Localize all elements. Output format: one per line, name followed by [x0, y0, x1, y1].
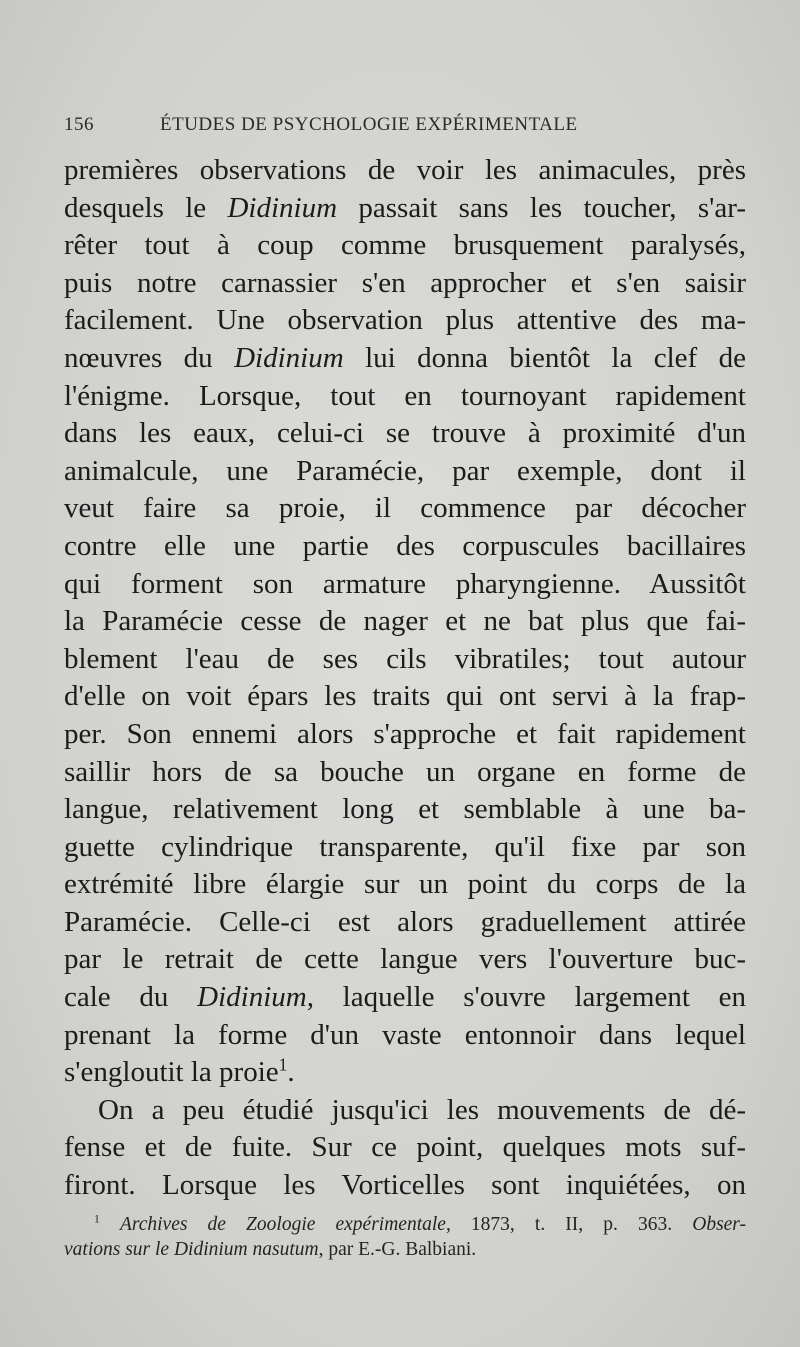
- footnote-title-end: vations sur le Didinium nasutum: [64, 1239, 319, 1260]
- text-line: [64, 190, 746, 228]
- italic-term: Didinium: [227, 191, 338, 224]
- text-segment: contre elle une partie des corpuscules bacillaires: [64, 529, 746, 562]
- text-line: [64, 453, 746, 491]
- footnote-author: , par E.-G. Balbiani.: [318, 1239, 477, 1260]
- text-segment: fense et de fuite. Sur ce point, quelques mots suf-: [64, 1131, 746, 1164]
- text-line: [64, 566, 746, 604]
- text-segment: passait sans les toucher, s'ar-: [337, 191, 746, 224]
- text-segment: par le retrait de cette langue vers l'ouverture buc-: [64, 943, 746, 976]
- text-line: [64, 754, 746, 792]
- text-segment: firont. Lorsque les Vorticelles sont inquiétées, on: [64, 1169, 746, 1202]
- footnote-marker: 1: [94, 1212, 100, 1226]
- running-head: [64, 114, 744, 136]
- text-segment: s'engloutit la proie: [64, 1056, 279, 1089]
- text-segment: dans les eaux, celui-ci se trouve à proximité d'un: [64, 417, 746, 450]
- text-segment: cale du: [64, 981, 198, 1014]
- text-line: [64, 490, 746, 528]
- text-line: [64, 1054, 746, 1092]
- text-line: [64, 678, 746, 716]
- text-segment: lui donna bientôt la clef de: [343, 341, 746, 374]
- text-line: [64, 227, 746, 265]
- text-segment: langue, relativement long et semblable à une ba-: [64, 793, 746, 826]
- text-line: [64, 152, 746, 190]
- text-line: [64, 641, 746, 679]
- text-line: [64, 528, 746, 566]
- text-line: [64, 1092, 746, 1130]
- footnote-journal: Archives de Zoologie expérimentale: [119, 1214, 446, 1235]
- footnote-line: [64, 1212, 746, 1237]
- body-text: [64, 152, 746, 1205]
- footnote: [64, 1212, 746, 1262]
- text-segment: nœuvres du: [64, 341, 235, 374]
- footnote-citation: , 1873, t. II, p. 363.: [445, 1214, 693, 1235]
- running-title: ÉTUDES DE PSYCHOLOGIE EXPÉRIMENTALE: [160, 114, 578, 135]
- text-segment: guette cylindrique transparente, qu'il fixe par son: [64, 830, 746, 863]
- text-line: [64, 1017, 746, 1055]
- text-line: [64, 603, 746, 641]
- text-segment: premières observations de voir les animacules, près: [64, 154, 746, 186]
- text-segment: Paramécie. Celle-ci est alors graduellement attirée: [64, 905, 746, 938]
- text-line: [64, 866, 746, 904]
- text-segment: extrémité libre élargie sur un point du corps de la: [64, 868, 746, 901]
- text-line: [64, 1129, 746, 1167]
- text-segment: d'elle on voit épars les traits qui ont servi à la frap-: [64, 680, 746, 713]
- text-line: [64, 716, 746, 754]
- text-segment: .: [287, 1056, 295, 1089]
- text-line: [64, 904, 746, 942]
- text-segment: la Paramécie cesse de nager et ne bat plus que fai-: [64, 605, 746, 638]
- text-segment: desquels le: [64, 191, 228, 224]
- footnote-ref: 1: [278, 1054, 288, 1075]
- footnote-title-start: Obser-: [692, 1214, 747, 1235]
- text-line: [64, 791, 746, 829]
- text-segment: blement l'eau de ses cils vibratiles; tout autour: [64, 642, 746, 675]
- text-segment: veut faire sa proie, il commence par décocher: [64, 492, 746, 525]
- text-segment: On a peu étudié jusqu'ici les mouvements de dé-: [98, 1093, 746, 1126]
- italic-term: Didinium: [197, 981, 307, 1014]
- text-segment: , laquelle s'ouvre largement en: [306, 981, 746, 1014]
- text-segment: facilement. Une observation plus attentive des ma-: [64, 304, 746, 337]
- text-line: [64, 340, 746, 378]
- text-segment: puis notre carnassier s'en approcher et s'en saisir: [64, 266, 746, 299]
- text-line: [64, 941, 746, 979]
- text-line: [64, 829, 746, 867]
- text-segment: qui forment son armature pharyngienne. Aussitôt: [64, 567, 746, 600]
- text-segment: l'énigme. Lorsque, tout en tournoyant rapidement: [64, 379, 746, 412]
- text-segment: per. Son ennemi alors s'approche et fait rapidement: [64, 717, 746, 750]
- text-line: [64, 1167, 746, 1205]
- text-segment: rêter tout à coup comme brusquement paralysés,: [64, 229, 746, 262]
- text-segment: saillir hors de sa bouche un organe en forme de: [64, 755, 746, 788]
- text-segment: animalcule, une Paramécie, par exemple, dont il: [64, 454, 746, 487]
- text-line: [64, 979, 746, 1017]
- footnote-line: [64, 1237, 746, 1262]
- text-line: [64, 415, 746, 453]
- text-line: [64, 378, 746, 416]
- text-segment: prenant la forme d'un vaste entonnoir dans lequel: [64, 1018, 746, 1051]
- page-number: 156: [64, 114, 94, 135]
- italic-term: Didinium: [234, 341, 344, 374]
- text-line: [64, 302, 746, 340]
- text-line: [64, 265, 746, 303]
